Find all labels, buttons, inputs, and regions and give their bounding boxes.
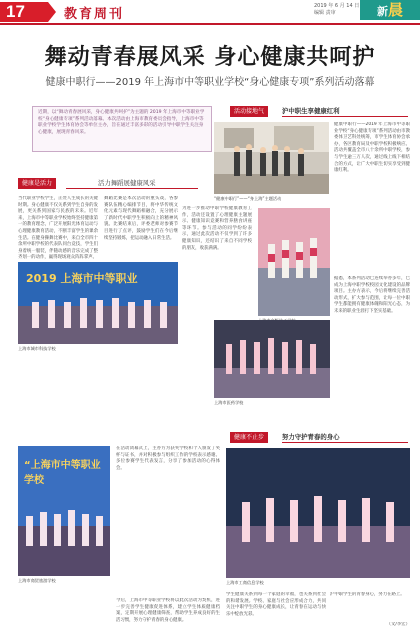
logo-big-char: 晨	[387, 1, 403, 19]
caption-dance-2: 上海市医药学校	[214, 400, 244, 405]
photo-dance-2-art	[214, 320, 330, 398]
section-2-header	[230, 106, 408, 117]
section-2-title: 沪中职生享健康红利	[282, 107, 340, 115]
photo-dance-1	[258, 208, 330, 316]
caption-stage-2: 上海市商贸旅游学校	[18, 578, 56, 583]
section-3-rule	[282, 442, 408, 443]
body-column-9: 沪中职学生的青春身心，努力在路上。	[330, 592, 405, 597]
section-1-tag: 健康是活力	[18, 178, 56, 189]
section-3-header	[230, 432, 408, 443]
section-3-tag: 健康不止步	[230, 432, 268, 443]
photo-dance-2	[214, 320, 330, 398]
section-2-tag: 活动接地气	[230, 106, 268, 117]
photo-stage-3	[226, 448, 410, 578]
page-header	[0, 0, 420, 22]
body-column-7: 今后，上海市中等职业学校将以此次活动为契机，进一步完善学生健康促进体系，建立学生体质健康档案，定期开展心理健康筛查，帮助学生养成良好的生活习惯，努力守护青春的身心健康。	[116, 598, 220, 623]
banner-stage-1: 2019 上海市中等职业	[26, 272, 138, 285]
header-meta	[314, 3, 359, 17]
caption-stage-3: 上海市工商信息学校	[226, 580, 264, 585]
page-number: 17	[0, 2, 48, 22]
logo-small-char: 新	[376, 5, 388, 18]
article-title: 舞动青春展风采 身心健康共呵护	[44, 45, 376, 70]
caption-stage-1: 上海市城市科技学校	[18, 346, 56, 351]
body-column-1: 当代职业学校学生，正处人生成长的关键时期。身心健康不仅关系到学生自身的发展，更关系到国家与民族的未来。近年来，上海市中等职业学校始终坚持健康第一的教育理念，广泛开展阳光体育运动与心理健康教育活动，不断丰富学生的课余生活。在健身操舞比赛中，来自全市四十余所中职学校的代表队同台竞技，学生们身着统一服装，伴随动感的音乐完成了整齐划一的动作，赢得现场观众阵阵掌声。	[18, 196, 98, 261]
byline: （文/李宏）	[386, 622, 410, 627]
photo-stage-2	[18, 446, 110, 576]
section-title: 教育周刊	[64, 7, 125, 22]
photo-group-visit	[214, 122, 329, 194]
section-3-title: 努力守护青春的身心	[282, 433, 340, 441]
banner-stage-2: “上海市中等职业学校	[24, 460, 101, 486]
section-2-rule	[282, 116, 408, 117]
body-column-4: 健康中职行——2019 年上海市中等职业学校“身心健康专项”系列活动由市教委体卫艺科处统筹，市学生体育协会承办，各区教育局及中职学校积极响应。活动共覆盖全市八十余所中职学校，参与学生逾三万人次，通过线上线下相结合的方式，让广大中职生切实享受到健康红利。	[334, 122, 410, 174]
caption-group-visit: “健康中职行”——“身上海”主题活动	[214, 196, 282, 201]
newspaper-logo	[360, 0, 420, 20]
editor-line: 编辑 责审	[314, 10, 336, 16]
body-column-6: 在活动闭幕式上，主办方为获奖学校和个人颁发了奖杯与证书，并对积极参与组织工作的学校表示感谢。多位参赛学生代表发言，分享了参加活动的心得体会。	[116, 446, 220, 471]
body-column-3: 为进一步推动中职学校健康教育工作，活动还设置了心理健康主题展示、健康知识竞赛和营养膳食讲座等环节。参与活动的同学纷纷表示，通过此次活动不仅学到了许多健康知识，还结识了来自不同学校的朋友，收获满满。	[182, 206, 252, 251]
section-1-title: 活力舞蹈展健康风采	[98, 179, 156, 187]
photo-group-visit-art	[214, 122, 329, 194]
article-subtitle: 健康中职行——2019 年上海市中等职业学校“身心健康专项”系列活动落幕	[45, 77, 375, 88]
section-1-header	[18, 178, 198, 189]
body-column-8: 学生健康关系到每一个家庭的幸福，也关系到社会的和谐发展。学校、家庭与社会应形成合力，共同关注中职学生的身心健康成长，让青春在运动与快乐中绽放光彩。	[226, 592, 326, 617]
intro-box: 近期，以“舞动青春展风采，身心健康共呵护”为主题的 2019 年上海市中等职业学校“身心健康专项”系列活动落幕。本次活动由上海市教育委员会指导，上海市中等职业学校学生体育协会等单位主办，旨在通过丰富多彩的活动引导中职学生关注身心健康，展现青春风采。	[32, 106, 212, 152]
body-column-5: 据悉，本系列活动已连续举办多年，已成为上海中职学校校园文化建设的品牌项目。主办方表示，今后将继续完善活动形式，扩大参与范围，让每一位中职学生都能拥有健康体魄和阳光心态，为未来的职业生涯打下坚实基础。	[334, 276, 410, 314]
date-line: 2019 年 6 月 14 日	[314, 3, 360, 9]
photo-stage-3-art	[226, 448, 410, 578]
body-column-2: 舞蹈比赛是本次活动的重头戏，各参赛队伍精心编排节目，将中华传统文化元素与现代舞蹈相融合，充分展示了新时代中职学生积极向上的精神风貌。比赛结束后，评委老师对参赛节目进行了点评，鼓励学生们在今后继续坚持锻炼，把运动融入日常生活。	[104, 196, 178, 241]
header-rule	[0, 23, 420, 25]
section-1-rule	[66, 188, 198, 189]
photo-dance-1-art	[258, 208, 330, 316]
photo-stage-1	[18, 262, 178, 344]
